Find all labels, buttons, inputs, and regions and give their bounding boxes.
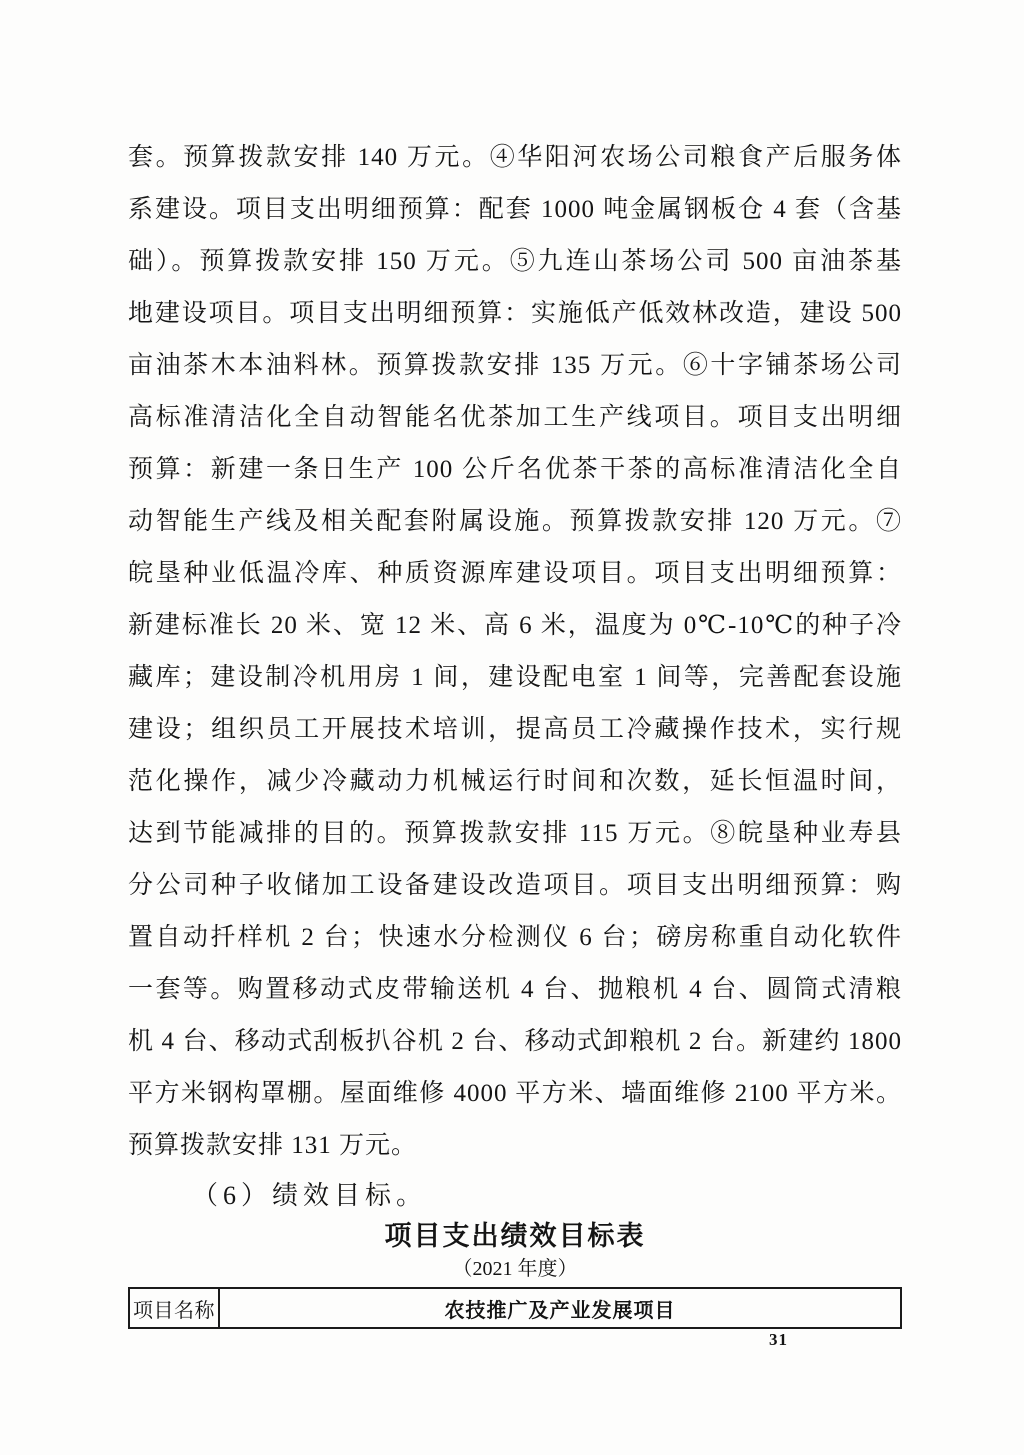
body-line: 预算拨款安排 131 万元。 [128, 1132, 418, 1159]
body-line: 亩油茶木本油料林。预算拨款安排 135 万元。⑥十字铺茶场公司 [128, 352, 902, 379]
project-name-value-cell: 农技推广及产业发展项目 [219, 1288, 901, 1328]
performance-table-subtitle: （2021 年度） [452, 1258, 578, 1280]
body-line: 一套等。购置移动式皮带输送机 4 台、抛粮机 4 台、圆筒式清粮 [128, 976, 902, 1003]
performance-target-table [128, 1287, 902, 1329]
body-line: 置自动扦样机 2 台；快速水分检测仪 6 台；磅房称重自动化软件 [128, 924, 902, 951]
body-line: 藏库；建设制冷机用房 1 间，建设配电室 1 间等，完善配套设施 [128, 664, 902, 691]
body-line: 地建设项目。项目支出明细预算：实施低产低效林改造，建设 500 [128, 300, 902, 327]
table-row-project-name [129, 1288, 901, 1328]
body-line: 础）。预算拨款安排 150 万元。⑤九连山茶场公司 500 亩油茶基 [128, 248, 902, 275]
body-line: 高标准清洁化全自动智能名优茶加工生产线项目。项目支出明细 [128, 404, 902, 431]
body-line: 新建标准长 20 米、宽 12 米、高 6 米，温度为 0℃-10℃的种子冷 [128, 612, 902, 639]
body-line: 范化操作，减少冷藏动力机械运行时间和次数，延长恒温时间， [128, 768, 902, 795]
body-line: 分公司种子收储加工设备建设改造项目。项目支出明细预算：购 [128, 872, 902, 899]
body-line: 动智能生产线及相关配套附属设施。预算拨款安排 120 万元。⑦ [128, 508, 902, 535]
body-line: 平方米钢构罩棚。屋面维修 4000 平方米、墙面维修 2100 平方米。 [128, 1080, 902, 1107]
body-line: 系建设。项目支出明细预算：配套 1000 吨金属钢板仓 4 套（含基 [128, 196, 902, 223]
body-line: 预算：新建一条日生产 100 公斤名优茶干茶的高标准清洁化全自 [128, 456, 902, 483]
body-line: 套。预算拨款安排 140 万元。④华阳河农场公司粮食产后服务体 [128, 144, 902, 171]
section-heading-performance-goals: （6）绩效目标。 [192, 1181, 428, 1210]
body-line: 机 4 台、移动式刮板扒谷机 2 台、移动式卸粮机 2 台。新建约 1800 [128, 1028, 902, 1055]
body-line: 建设；组织员工开展技术培训，提高员工冷藏操作技术，实行规 [128, 716, 902, 743]
project-name-header-cell: 项目名称 [129, 1288, 219, 1328]
page-content [128, 132, 902, 1329]
body-line: 达到节能减排的目的。预算拨款安排 115 万元。⑧皖垦种业寿县 [128, 820, 902, 847]
performance-table-title: 项目支出绩效目标表 [384, 1221, 646, 1251]
body-line: 皖垦种业低温冷库、种质资源库建设项目。项目支出明细预算： [128, 560, 902, 587]
page-number: 31 [769, 1330, 788, 1349]
